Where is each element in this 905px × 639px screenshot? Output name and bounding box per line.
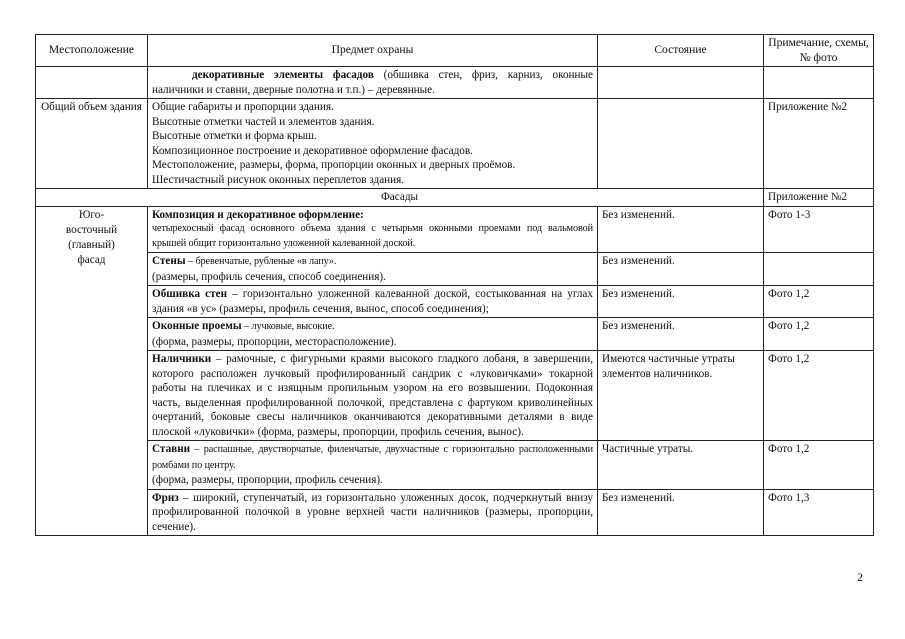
facade-row [36,351,874,441]
facade-subject: Обшивка стен – горизонтально уложенной калеванной доской, состыкованная на углах здания «в ус» (размеры, профиль сечения, вынос, способ соединения); [148,286,598,318]
general-subject: Общие габариты и пропорции здания. Высотные отметки частей и элементов здания. Высотные отметки и форма крыш. Композиционное построение и декоративное оформление фасадов. Местоположение, размеры, форма, пропорции оконных и дверных проёмов. Шестичастный рисунок оконных переплетов здания. [148,99,598,189]
facade-note: Фото 1,2 [764,351,874,441]
page-number: 2 [857,570,863,584]
facade-subject: Оконные проемы – лучковые, высокие. (форма, размеры, пропорции, месторасположение). [148,318,598,351]
facade-row [36,286,874,318]
general-note: Приложение №2 [764,99,874,189]
facade-state: Без изменений. [598,206,764,253]
facade-state: Без изменений. [598,318,764,351]
facade-subject: Фриз – широкий, ступенчатый, из горизонтально уложенных досок, подчеркнутый внизу профилированной полочкой в уровне верхней части наличников (размеры, пропорции, сечение). [148,489,598,536]
protection-table [35,34,874,536]
facade-note: Фото 1,3 [764,489,874,536]
facades-title: Фасады [36,189,764,207]
header-note: Примечание, схемы, № фото [764,35,874,67]
facades-section-row [36,189,874,207]
facade-state: Имеются частичные утраты элементов наличников. [598,351,764,441]
facade-subject: Наличники – рамочные, с фигурными краями высокого гладкого лобаня, в завершении, которого расположен лучковый профилированный сандрик с «луковичками» токарной работы на плечиках и с изящным пропильным узором на его возвышении. Подоконная часть, выделенная профилированной полочкой, представлена с фартуком криволинейных очертаний, боковые свесы наличников оканчиваются декоративными деталями в виде плоской «луковички» (форма, размеры, пропорции, профиль сечения, вынос). [148,351,598,441]
facade-subject: Стены – бревенчатые, рубленые «в лапу». (размеры, профиль сечения, способ соединения). [148,253,598,286]
header-subject: Предмет охраны [148,35,598,67]
facade-note [764,253,874,286]
facade-note: Фото 1,2 [764,318,874,351]
continuation-cell: декоративные элементы фасадов (обшивка стен, фриз, карниз, оконные наличники и ставни, дверные полотна и т.п.) – деревянные. [148,67,598,99]
general-location: Общий объем здания [36,99,148,189]
facade-subject: Композиция и декоративное оформление: четырехосный фасад основного объема здания с четырьмя оконными проемами под вальмовой крышей общит горизонтально уложенной калеванной доской. [148,206,598,253]
facade-row [36,253,874,286]
facade-note: Фото 1,2 [764,441,874,490]
header-row [36,35,874,67]
facade-state: Без изменений. [598,489,764,536]
general-volume-row [36,99,874,189]
facade-state: Без изменений. [598,253,764,286]
facade-location: Юго-восточный (главный) фасад [36,206,148,536]
continuation-row [36,67,874,99]
facade-row [36,489,874,536]
facade-row [36,206,874,253]
facade-row [36,441,874,490]
facade-subject: Ставни – распашные, двустворчатые, филенчатые, двухчастные с горизонтально расположенными ромбами по центру. (форма, размеры, пропорции, профиль сечения). [148,441,598,490]
facade-note: Фото 1-3 [764,206,874,253]
facades-note: Приложение №2 [764,189,874,207]
facade-state: Частичные утраты. [598,441,764,490]
facade-row [36,318,874,351]
header-state: Состояние [598,35,764,67]
facade-note: Фото 1,2 [764,286,874,318]
header-location: Местоположение [36,35,148,67]
facade-state: Без изменений. [598,286,764,318]
